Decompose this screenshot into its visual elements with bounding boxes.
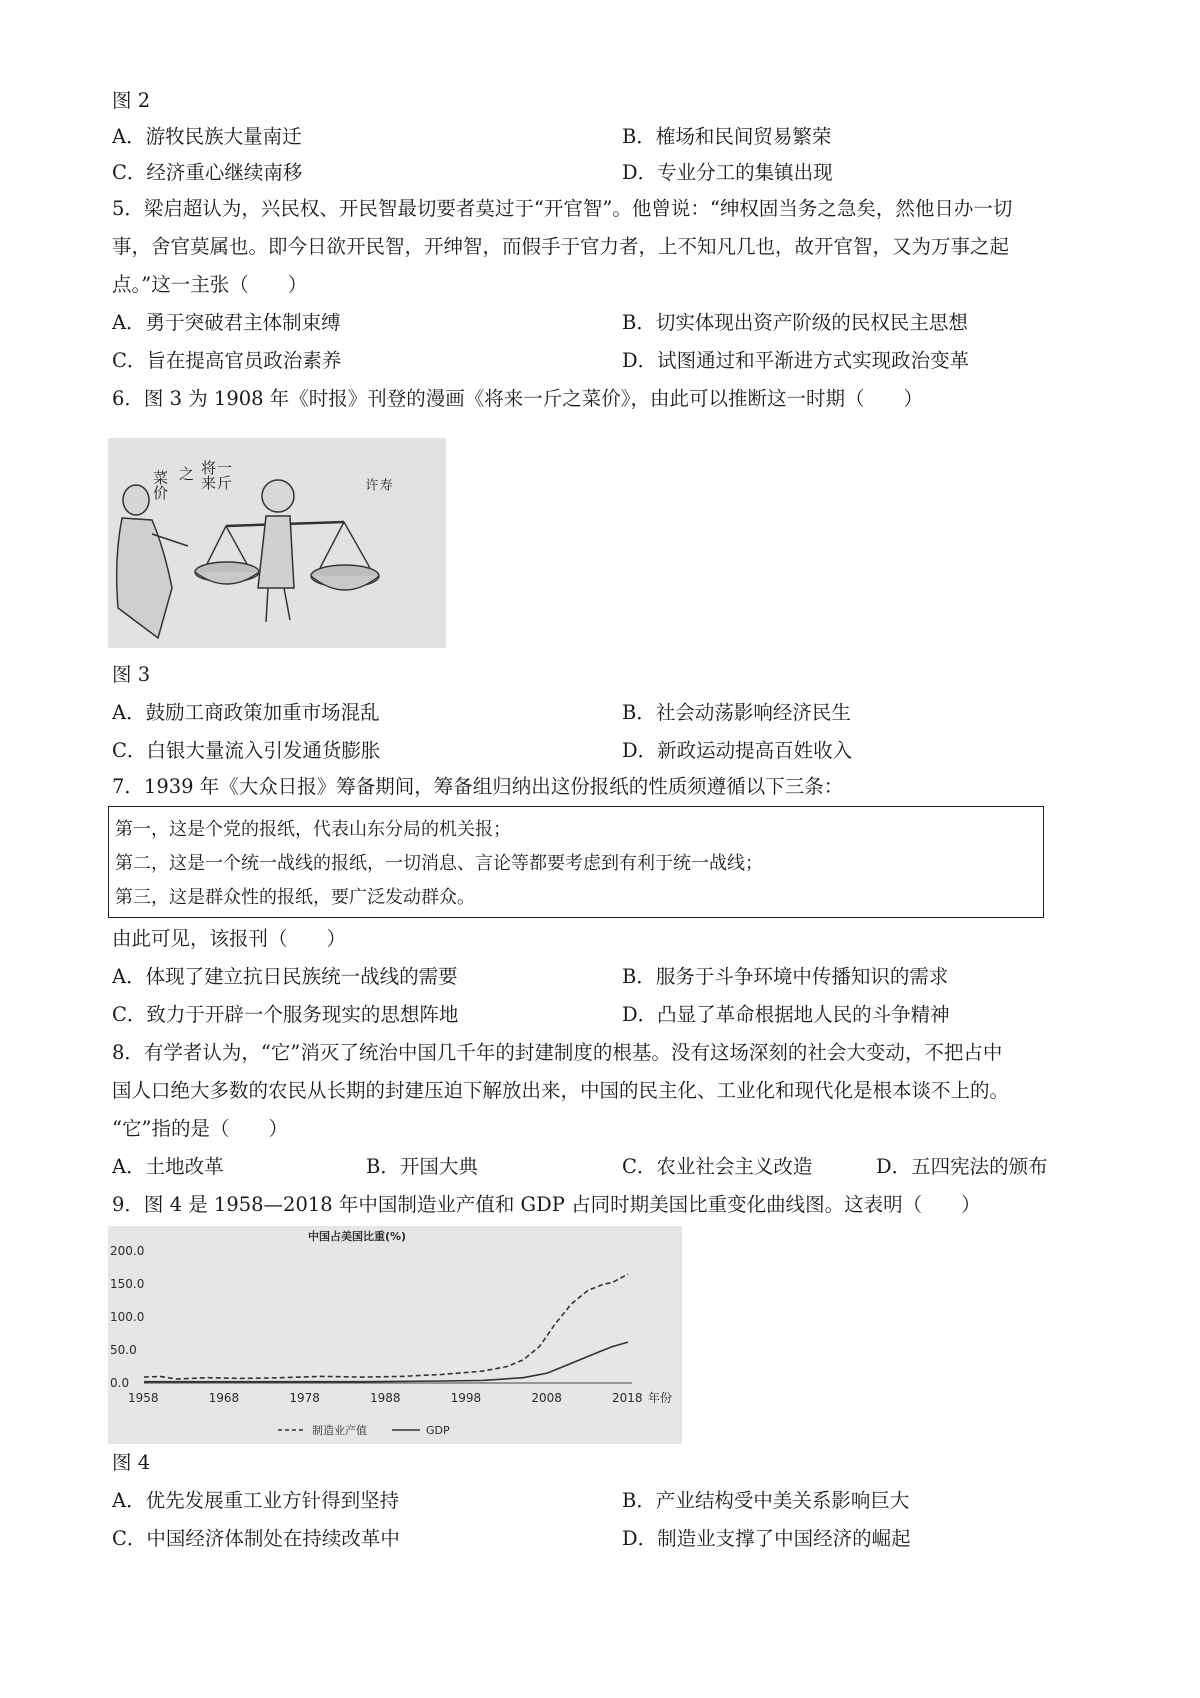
y-tick-label: 100.0 — [110, 1310, 145, 1324]
cartoon-signature-2: 许 — [362, 478, 378, 491]
q8-option-c[interactable]: C．农业社会主义改造 — [622, 1155, 813, 1178]
figure-2-label: 图 2 — [112, 89, 151, 112]
q7-quote-line-2: 第二，这是一个统一战线的报纸，一切消息、言论等都要考虑到有利于统一战线； — [115, 853, 763, 874]
q7-option-d[interactable]: D．凸显了革命根据地人民的斗争精神 — [622, 1003, 950, 1026]
y-tick-label: 200.0 — [110, 1244, 145, 1258]
x-tick-label: 1968 — [208, 1391, 240, 1405]
q8-stem-line-1: 8．有学者认为，“它”消灭了统治中国几千年的封建制度的根基。没有这场深刻的社会大变动，不把占中 — [112, 1041, 1003, 1064]
figure-3-cartoon — [108, 438, 446, 648]
legend-label-manufacturing: 制造业产值 — [312, 1424, 367, 1437]
q5-option-d[interactable]: D．试图通过和平渐进方式实现政治变革 — [622, 349, 970, 372]
q7-option-a[interactable]: A．体现了建立抗日民族统一战线的需要 — [112, 965, 458, 988]
x-tick-label: 2018 — [612, 1391, 643, 1405]
q8-stem-line-2: 国人口绝大多数的农民从长期的封建压迫下解放出来，中国的民主化、工业化和现代化是根本谈不上的。 — [112, 1079, 1010, 1102]
q6-option-d[interactable]: D．新政运动提高百姓收入 — [622, 739, 853, 762]
q5-option-a[interactable]: A．勇于突破君主体制束缚 — [112, 311, 341, 334]
q8-stem-line-3: “它”指的是（ ） — [112, 1117, 288, 1140]
cartoon-signature-1: 寿 — [376, 478, 392, 491]
q4-option-c[interactable]: C．经济重心继续南移 — [112, 161, 303, 184]
cartoon-caption-left-2: 菜价 — [151, 470, 169, 500]
q6-stem: 6．图 3 为 1908 年《时报》刊登的漫画《将来一斤之菜价》，由此可以推断这一时期（ ） — [112, 387, 923, 410]
q8-option-a[interactable]: A．土地改革 — [112, 1155, 224, 1178]
q4-option-b[interactable]: B．榷场和民间贸易繁荣 — [622, 125, 832, 148]
chart-x-axis-label: 年份 — [648, 1391, 673, 1405]
x-tick-label: 1978 — [289, 1391, 320, 1405]
q7-quote-box — [108, 806, 1044, 918]
q5-stem-line-1: 5．梁启超认为，兴民权、开民智最切要者莫过于“开官智”。他曾说：“绅权固当务之急矣，然他日办一切 — [112, 197, 1013, 220]
q6-option-b[interactable]: B．社会动荡影响经济民生 — [622, 701, 851, 724]
q7-stem: 7．1939 年《大众日报》筹备期间，筹备组归纳出这份报纸的性质须遵循以下三条： — [112, 775, 844, 798]
q7-quote-line-3: 第三，这是群众性的报纸，要广泛发动群众。 — [115, 887, 475, 908]
chart-title: 中国占美国比重(%) — [308, 1230, 407, 1243]
q9-option-d[interactable]: D．制造业支撑了中国经济的崛起 — [622, 1527, 911, 1550]
q5-stem-line-3: 点。”这一主张（ ） — [112, 273, 308, 296]
q8-option-b[interactable]: B．开国大典 — [366, 1155, 478, 1178]
q9-option-a[interactable]: A．优先发展重工业方针得到坚持 — [112, 1489, 400, 1512]
y-tick-label: 50.0 — [110, 1343, 137, 1357]
figure-4-chart — [108, 1226, 682, 1444]
q7-after-text: 由此可见，该报刊（ ） — [112, 927, 347, 950]
q5-stem-line-2: 事，舍官莫属也。即今日欲开民智，开绅智，而假手于官力者，上不知凡几也，故开官智，又为万事之起 — [112, 235, 1010, 258]
legend-label-gdp: GDP — [426, 1424, 450, 1437]
cartoon-caption-right-1: 一斤 — [215, 460, 233, 490]
q6-option-c[interactable]: C．白银大量流入引发通货膨胀 — [112, 739, 381, 762]
x-tick-label: 1988 — [370, 1391, 401, 1405]
q8-option-d[interactable]: D．五四宪法的颁布 — [876, 1155, 1048, 1178]
q4-option-d[interactable]: D．专业分工的集镇出现 — [622, 161, 833, 184]
cartoon-caption-left-1: 之 — [177, 466, 195, 481]
q7-option-b[interactable]: B．服务于斗争环境中传播知识的需求 — [622, 965, 949, 988]
y-tick-label: 150.0 — [110, 1277, 145, 1291]
cartoon-caption-right-2: 将来 — [199, 460, 217, 490]
figure-4-label: 图 4 — [112, 1451, 151, 1474]
q5-option-b[interactable]: B．切实体现出资产阶级的民权民主思想 — [622, 311, 968, 334]
q7-quote-line-1: 第一，这是个党的报纸，代表山东分局的机关报； — [115, 819, 511, 840]
q5-option-c[interactable]: C．旨在提高官员政治素养 — [112, 349, 342, 372]
q9-option-c[interactable]: C．中国经济体制处在持续改革中 — [112, 1527, 400, 1550]
q9-stem: 9．图 4 是 1958—2018 年中国制造业产值和 GDP 占同时期美国比重变化曲线图。这表明（ ） — [112, 1193, 981, 1216]
y-tick-label: 0.0 — [110, 1376, 130, 1390]
q6-option-a[interactable]: A．鼓励工商政策加重市场混乱 — [112, 701, 380, 724]
q9-option-b[interactable]: B．产业结构受中美关系影响巨大 — [622, 1489, 910, 1512]
figure-3-label: 图 3 — [112, 663, 151, 686]
x-tick-label: 1958 — [128, 1391, 159, 1405]
q4-option-a[interactable]: A．游牧民族大量南迁 — [112, 125, 302, 148]
x-tick-label: 1998 — [450, 1391, 482, 1405]
q7-option-c[interactable]: C．致力于开辟一个服务现实的思想阵地 — [112, 1003, 459, 1026]
x-tick-label: 2008 — [531, 1391, 562, 1405]
